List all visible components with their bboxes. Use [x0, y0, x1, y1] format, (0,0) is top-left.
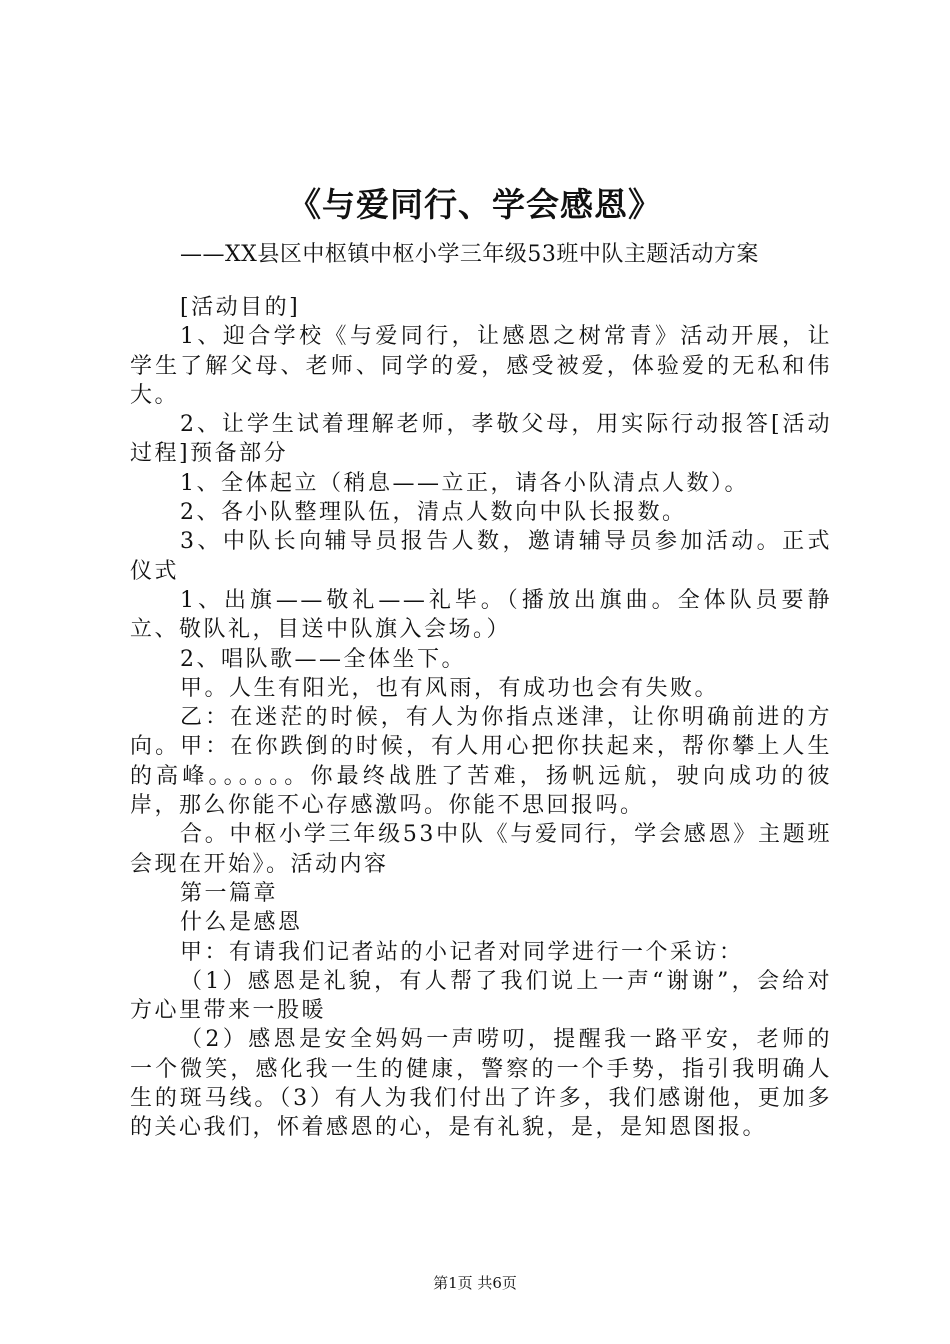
paragraph: 2、唱队歌——全体坐下。 — [180, 646, 466, 672]
page-number-footer: 第1页 共6页 — [433, 1274, 517, 1292]
paragraph: 2、各小队整理队伍，清点人数向中队长报数。 — [180, 500, 687, 526]
paragraph: 合。中枢小学三年级53中队《与爱同行，学会感恩》主题班会现在开始》。活动内容 — [130, 822, 832, 877]
paragraph: 什么是感恩 — [180, 910, 303, 936]
paragraph: 3、中队长向辅导员报告人数，邀请辅导员参加活动。正式仪式 — [130, 529, 832, 584]
document-body — [130, 293, 832, 1143]
paragraph: 2、让学生试着理解老师，孝敬父母，用实际行动报答[活动过程]预备部分 — [130, 412, 832, 467]
paragraph: 乙：在迷茫的时候，有人为你指点迷津，让你明确前进的方向。甲：在你跌倒的时候，有人用心把你扶起来，帮你攀上人生的高峰。。。。。。你最终战胜了苦难，扬帆远航，驶向成功的彼岸，那么你能不心存感激吗。你能不思回报吗。 — [130, 705, 832, 819]
paragraph: 1、全体起立（稍息——立正，请各小队清点人数）。 — [180, 470, 749, 496]
paragraph: 甲：有请我们记者站的小记者对同学进行一个采访： — [180, 939, 744, 965]
document-subtitle: ——XX县区中枢镇中枢小学三年级53班中队主题活动方案 — [180, 242, 759, 267]
paragraph: 甲。人生有阳光，也有风雨，有成功也会有失败。 — [180, 675, 720, 701]
paragraph: （1）感恩是礼貌，有人帮了我们说上一声“谢谢”，会给对方心里带来一股暖 — [130, 968, 832, 1024]
paragraph: 第一篇章 — [180, 880, 279, 906]
paragraph: （2）感恩是安全妈妈一声唠叨，提醒我一路平安，老师的一个微笑，感化我一生的健康，警察的一个手势，指引我明确人生的斑马线。（3）有人为我们付出了许多，我们感谢他，更加多的关心我们，怀着感恩的心，是有礼貌，是，是知恩图报。 — [130, 1027, 832, 1141]
paragraph: 1、迎合学校《与爱同行，让感恩之树常青》活动开展，让学生了解父母、老师、同学的爱，感受被爱，体验爱的无私和伟大。 — [130, 324, 832, 408]
paragraph: 1、出旗——敬礼——礼毕。（播放出旗曲。全体队员要静立、敬队礼，目送中队旗入会场。） — [130, 587, 832, 643]
document-title: 《与爱同行、学会感恩》 — [288, 185, 662, 224]
paragraph: [活动目的] — [180, 295, 301, 320]
